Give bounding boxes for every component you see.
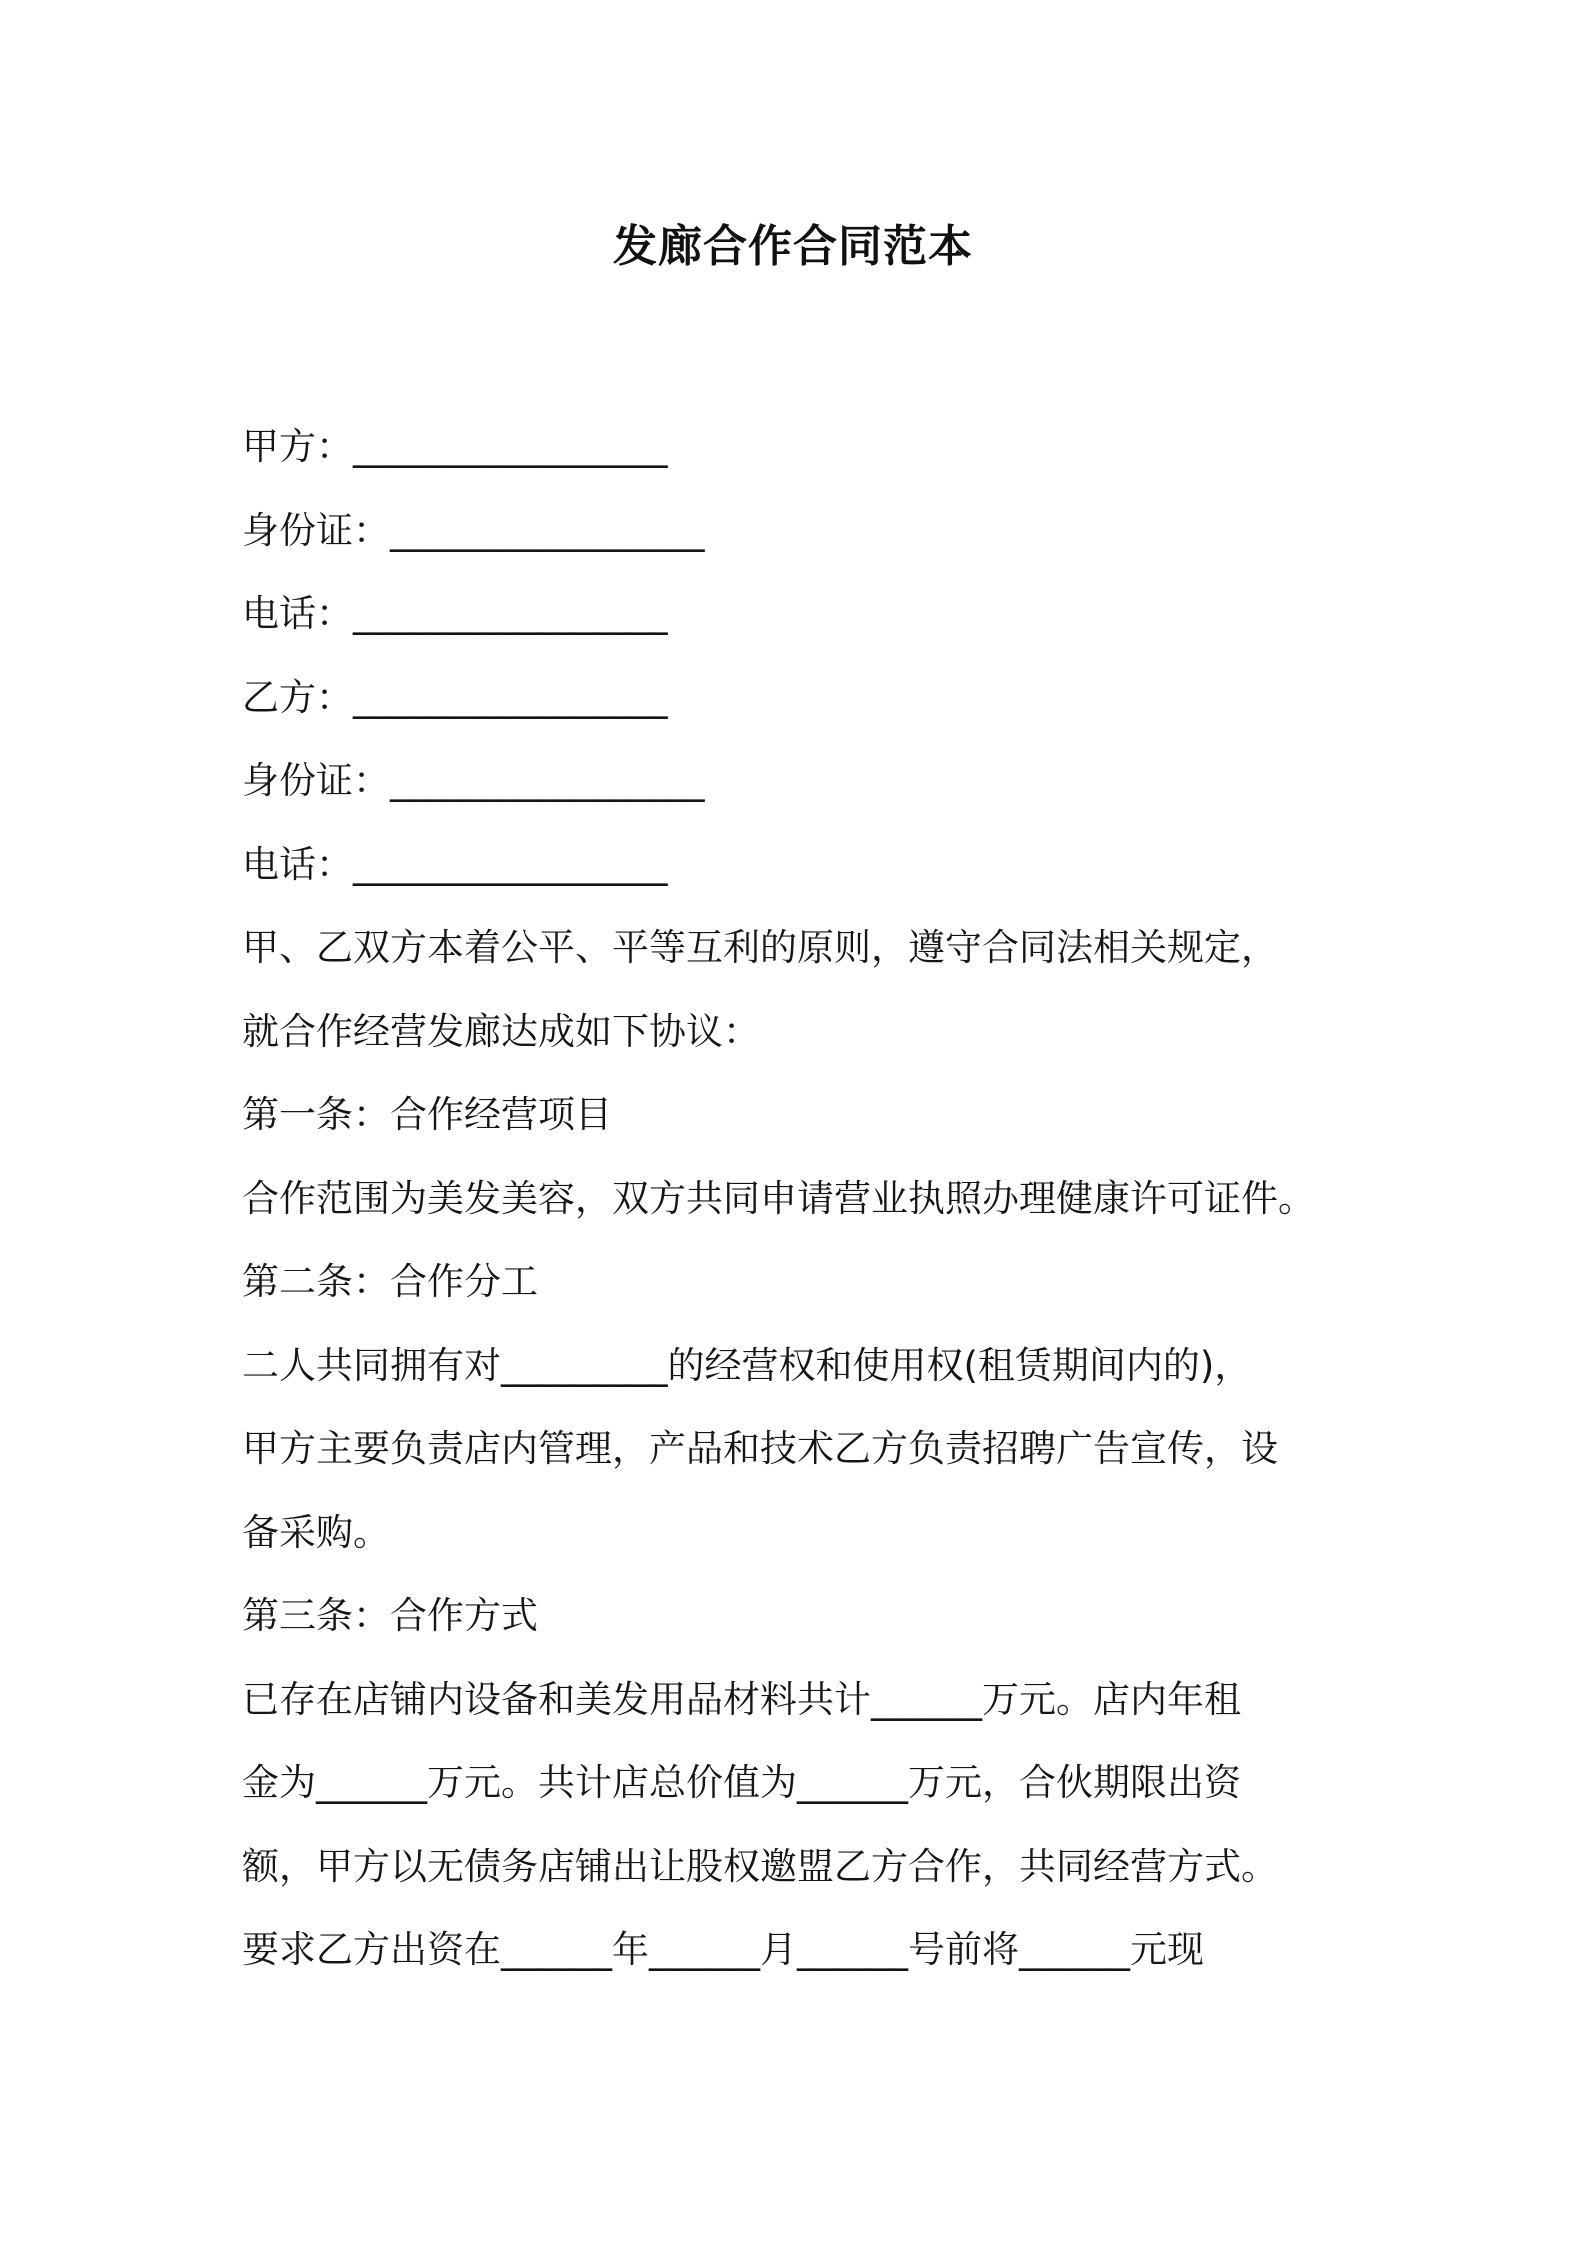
article-3-text-line-2: 金为______万元。共计店总价值为______万元，合伙期限出资 [242,1761,1241,1804]
document-body [242,405,1372,1992]
party-a-line: 甲方：_________________ [242,425,668,468]
article-2-text-line-1: 二人共同拥有对_________的经营权和使用权(租赁期间内的)， [242,1343,1252,1387]
article-1-text: 合作范围为美发美容，双方共同申请营业执照办理健康许可证件。 [242,1176,1315,1220]
preamble-line-2: 就合作经营发廊达成如下协议： [242,1009,760,1053]
article-2-text-line-2: 甲方主要负责店内管理，产品和技术乙方负责招聘广告宣传，设 [242,1427,1278,1470]
article-3-text-line-1: 已存在店铺内设备和美发用品材料共计______万元。店内年租 [242,1677,1241,1721]
article-2-heading: 第二条：合作分工 [242,1260,538,1303]
article-3-heading: 第三条：合作方式 [242,1594,538,1637]
preamble-line-1: 甲、乙双方本着公平、平等互利的原则，遵守合同法相关规定， [242,926,1278,969]
article-2-text-line-3: 备采购。 [242,1510,390,1554]
document-title: 发廊合作合同范本 [613,221,973,272]
article-3-text-line-3: 额，甲方以无债务店铺出让股权邀盟乙方合作，共同经营方式。 [242,1844,1278,1888]
article-1-heading: 第一条：合作经营项目 [242,1093,612,1136]
party-a-id-line: 身份证：_________________ [242,508,705,552]
party-b-id-line: 身份证：_________________ [242,759,705,802]
party-a-phone-line: 电话：_________________ [242,592,668,635]
party-b-line: 乙方：_________________ [242,675,668,719]
party-b-phone-line: 电话：_________________ [242,842,668,886]
article-3-text-line-4: 要求乙方出资在______年______月______号前将______元现 [242,1928,1204,1971]
